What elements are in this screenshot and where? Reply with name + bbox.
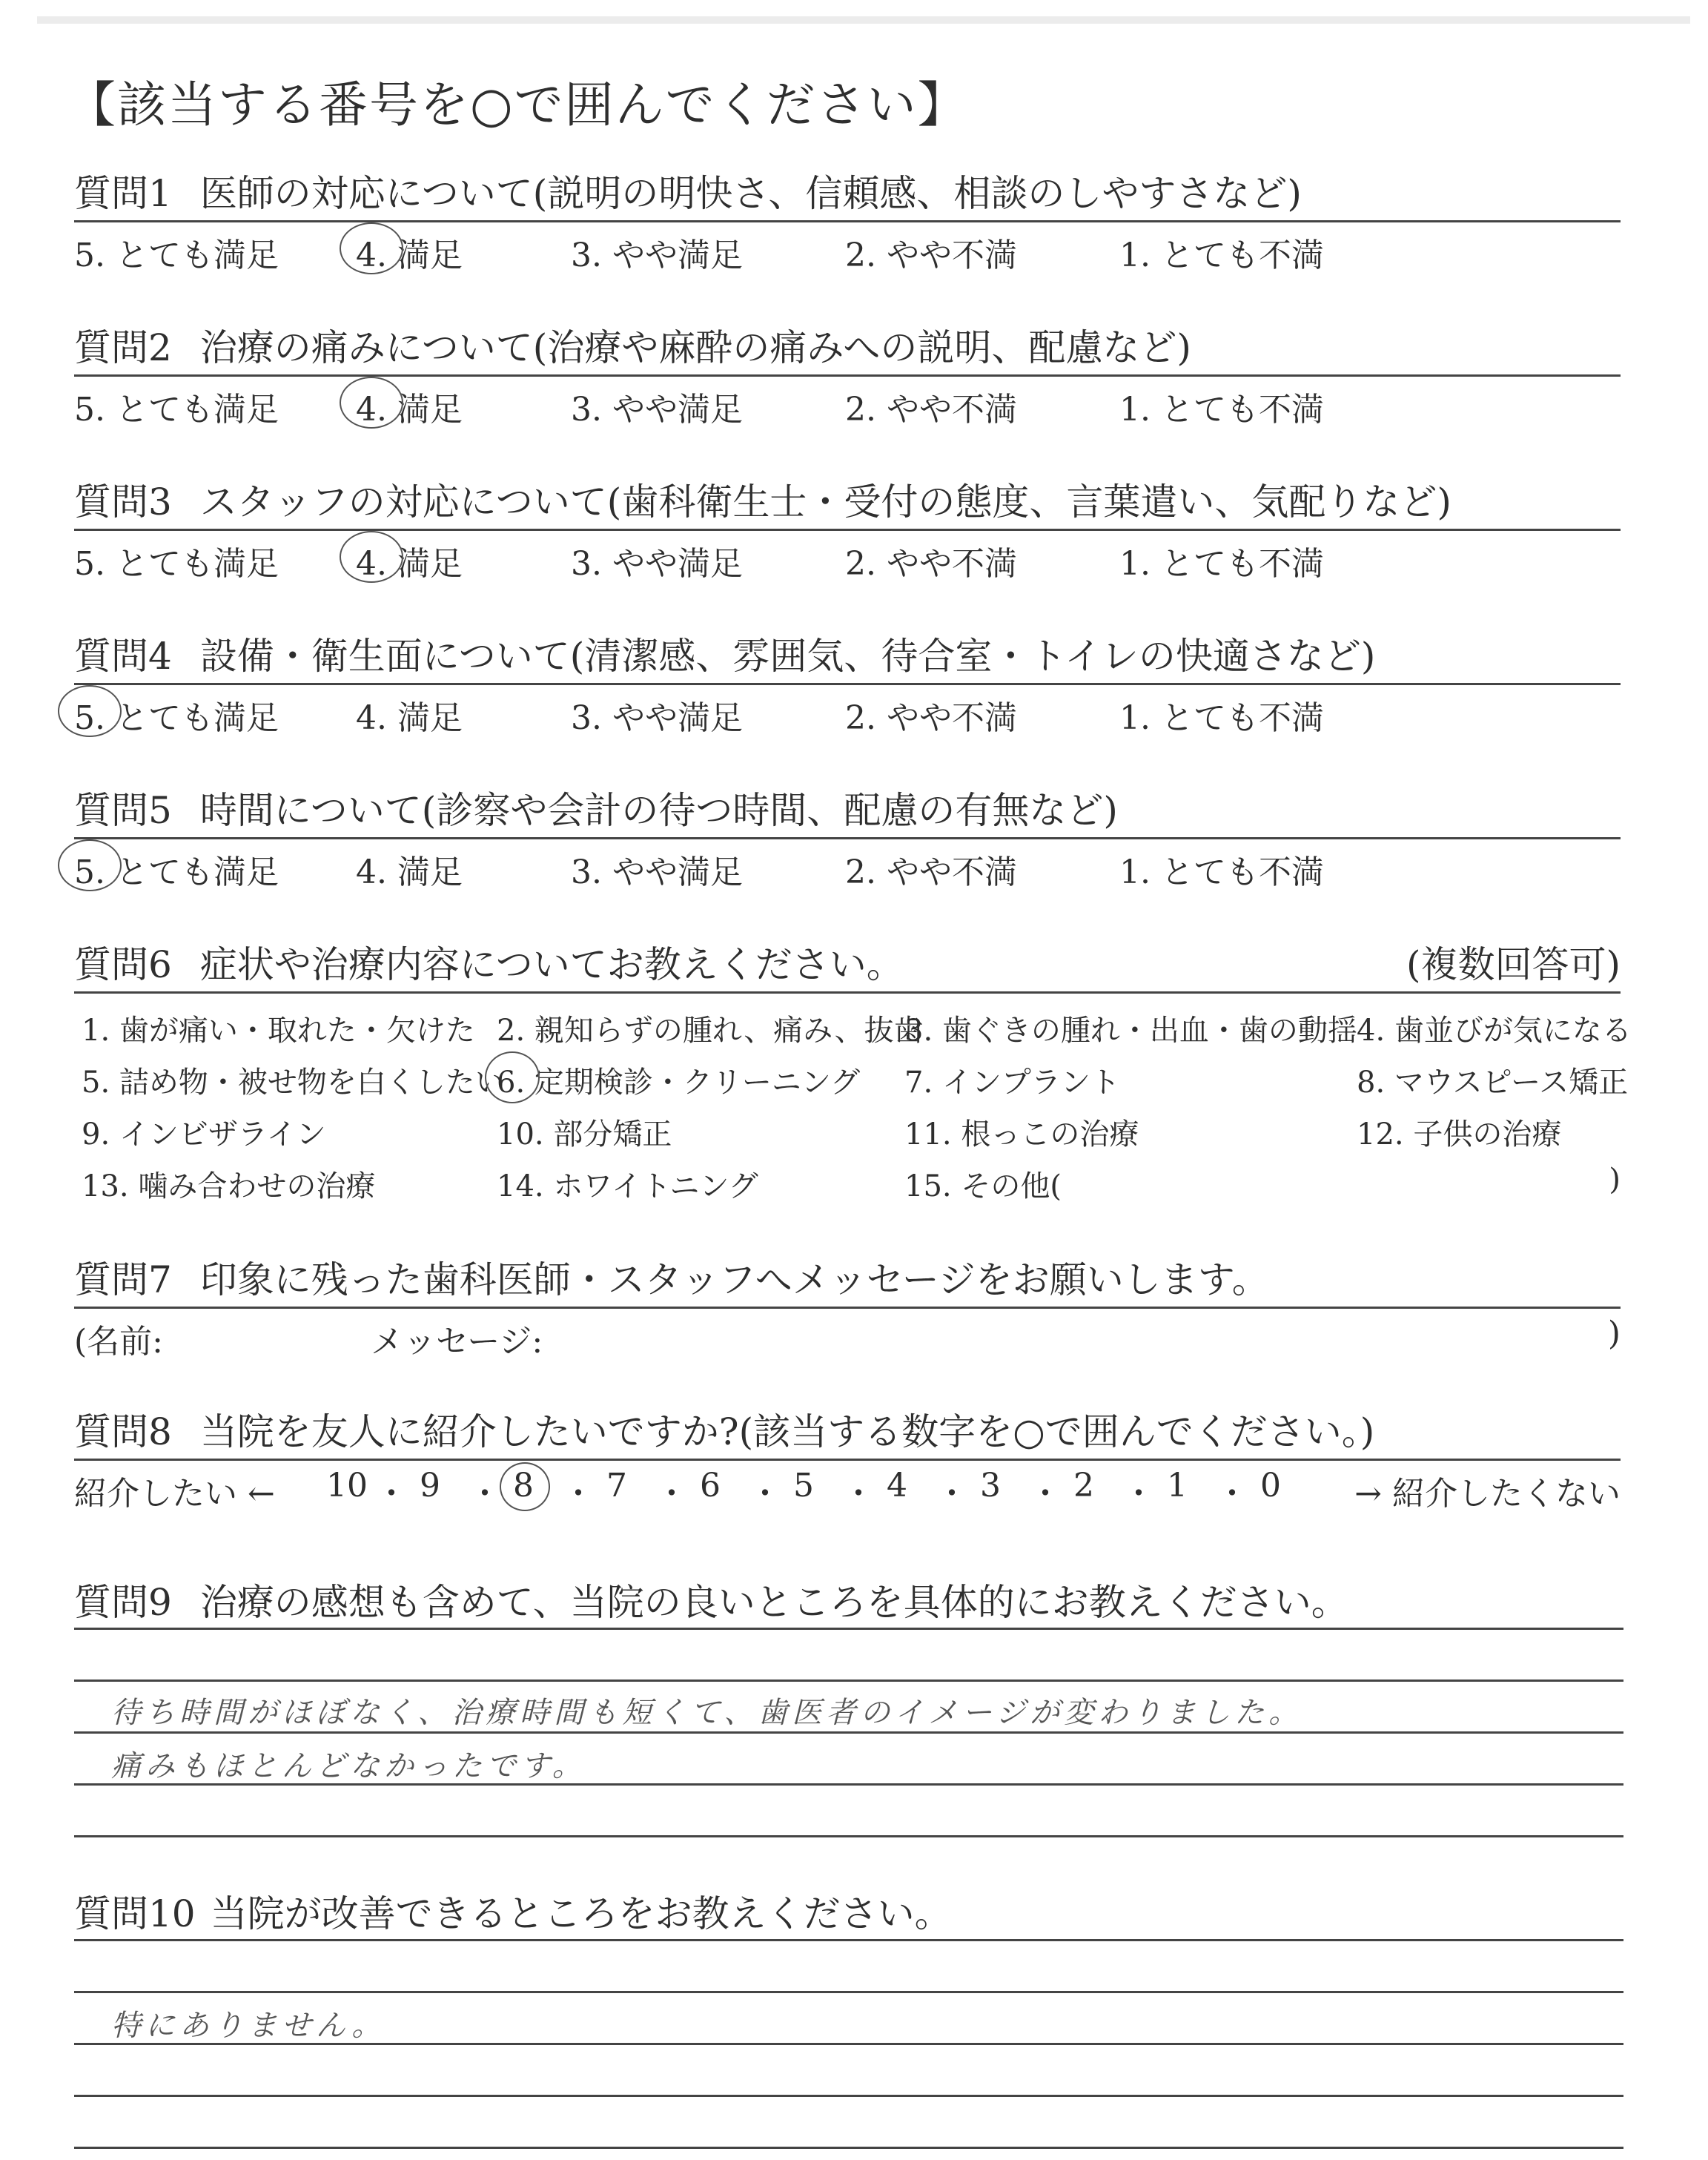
- scale-separator: ・: [1029, 1475, 1062, 1513]
- symptom-option[interactable]: 6. 定期検診・クリーニング: [497, 1066, 861, 1100]
- scale-left-label: 紹介したい ←: [74, 1475, 275, 1513]
- rating-option[interactable]: 5. とても満足: [74, 699, 279, 737]
- scale-value[interactable]: 2: [1073, 1467, 1094, 1505]
- question-text: 印象に残った歯科医師・スタッフへメッセージをお願いします。: [199, 1258, 1269, 1301]
- scale-separator: ・: [375, 1475, 408, 1513]
- rating-option[interactable]: 5. とても満足: [74, 391, 279, 429]
- symptom-option[interactable]: 12. 子供の治療: [1357, 1117, 1562, 1152]
- question-text: 治療の感想も含めて、当院の良いところを具体的にお教えください。: [199, 1581, 1348, 1624]
- multi-answer-note: (複数回答可): [1406, 943, 1621, 986]
- scale-separator: ・: [655, 1475, 688, 1513]
- scale-value[interactable]: 9: [420, 1467, 440, 1505]
- rating-option[interactable]: 2. やや不満: [845, 391, 1017, 429]
- question-1: [74, 167, 1621, 280]
- rating-options: [74, 222, 1621, 280]
- recommend-scale: [74, 1461, 1621, 1520]
- message-field-label: メッセージ:: [371, 1323, 543, 1361]
- symptom-option[interactable]: 5. 詰め物・被せ物を白くしたい: [82, 1066, 505, 1100]
- question-text: 設備・衛生面について(清潔感、雰囲気、待合室・トイレの快適さなど): [199, 635, 1376, 678]
- answer-line: [74, 1731, 1623, 1734]
- scale-value[interactable]: 6: [700, 1467, 721, 1505]
- rating-option[interactable]: 3. やや満足: [571, 545, 743, 583]
- rating-options: [74, 377, 1621, 435]
- rating-option[interactable]: 1. とても不満: [1119, 391, 1324, 429]
- question-8-title: [74, 1405, 1621, 1459]
- question-text: 当院が改善できるところをお教えください。: [210, 1892, 952, 1935]
- rating-option[interactable]: 1. とても不満: [1119, 853, 1324, 891]
- answer-line: [74, 1991, 1623, 1993]
- scale-value[interactable]: 4: [887, 1467, 907, 1505]
- instruction-heading: 【該当する番号を○で囲んでください】: [67, 76, 968, 133]
- question-text: 医師の対応について(説明の明快さ、信頼感、相談のしやすさなど): [199, 172, 1302, 215]
- scale-separator: ・: [749, 1475, 781, 1513]
- scale-value[interactable]: 10: [326, 1467, 368, 1505]
- rating-option[interactable]: 1. とても不満: [1119, 545, 1324, 583]
- q6-options-grid: [74, 994, 1632, 1209]
- answer-line: [74, 2095, 1623, 2097]
- rating-option[interactable]: 4. 満足: [356, 237, 463, 274]
- question-text: スタッフの対応について(歯科衛生士・受付の態度、言葉遣い、気配りなど): [199, 480, 1452, 524]
- scale-value[interactable]: 7: [606, 1467, 627, 1505]
- symptom-option[interactable]: 8. マウスピース矯正: [1357, 1066, 1629, 1100]
- question-number: 質問9: [74, 1581, 172, 1624]
- scale-value[interactable]: 8: [513, 1467, 534, 1505]
- question-number: 質問4: [74, 635, 172, 678]
- question-4: [74, 630, 1621, 743]
- answer-line: [74, 2147, 1623, 2149]
- symptom-option[interactable]: 1. 歯が痛い・取れた・欠けた: [82, 1014, 475, 1048]
- rating-option[interactable]: 5. とても満足: [74, 237, 279, 274]
- question-9-title: [74, 1576, 1621, 1629]
- question-3: [74, 475, 1621, 589]
- question-10-title: [74, 1887, 1621, 1941]
- answer-line: [74, 1680, 1623, 1682]
- rating-options: [74, 685, 1621, 743]
- rating-option[interactable]: 3. やや満足: [571, 853, 743, 891]
- question-6: [74, 938, 1632, 1209]
- symptom-option[interactable]: 3. 歯ぐきの腫れ・出血・歯の動揺: [904, 1014, 1357, 1048]
- question-number: 質問5: [74, 789, 172, 832]
- close-paren: ): [1609, 1163, 1621, 1197]
- question-5-title: [74, 784, 1621, 837]
- symptom-option[interactable]: 10. 部分矯正: [497, 1117, 672, 1152]
- rating-option[interactable]: 2. やや不満: [845, 853, 1017, 891]
- q7-answer-row: [74, 1309, 1621, 1361]
- scale-separator: ・: [936, 1475, 968, 1513]
- rating-option[interactable]: 4. 満足: [356, 699, 463, 737]
- scale-value[interactable]: 1: [1167, 1467, 1188, 1505]
- scale-right-label: → 紹介したくない: [1354, 1475, 1621, 1513]
- question-text: 時間について(診察や会計の待つ時間、配慮の有無など): [199, 789, 1118, 832]
- rating-option[interactable]: 4. 満足: [356, 391, 463, 429]
- question-5: [74, 784, 1621, 897]
- question-10: [74, 1887, 1621, 1941]
- question-7: [74, 1253, 1621, 1361]
- scale-value[interactable]: 5: [793, 1467, 814, 1505]
- question-text: 当院を友人に紹介したいですか?(該当する数字を○で囲んでください。): [199, 1410, 1375, 1453]
- answer-line: [74, 1628, 1623, 1630]
- rating-option[interactable]: 3. やや満足: [571, 391, 743, 429]
- handwritten-answer-line: 痛みもほとんどなかったです。: [111, 1749, 586, 1783]
- rating-option[interactable]: 4. 満足: [356, 545, 463, 583]
- question-6-title: [74, 938, 1621, 991]
- top-border: [37, 16, 1690, 24]
- question-number: 質問3: [74, 480, 172, 524]
- rating-option[interactable]: 2. やや不満: [845, 699, 1017, 737]
- question-number: 質問1: [74, 172, 172, 215]
- handwritten-answer-line: 待ち時間がほぼなく、治療時間も短くて、歯医者のイメージが変わりました。: [111, 1696, 1303, 1730]
- rating-option[interactable]: 5. とても満足: [74, 545, 279, 583]
- answer-line: [74, 1835, 1623, 1837]
- question-text: 治療の痛みについて(治療や麻酔の痛みへの説明、配慮など): [199, 326, 1191, 369]
- question-9: [74, 1576, 1621, 1629]
- scale-value[interactable]: 0: [1260, 1467, 1281, 1505]
- symptom-option[interactable]: 15. その他(: [904, 1169, 1062, 1203]
- scale-value[interactable]: 3: [980, 1467, 1001, 1505]
- name-field-label: (名前:: [74, 1323, 163, 1361]
- scale-separator: ・: [1216, 1475, 1248, 1513]
- question-number: 質問7: [74, 1258, 172, 1301]
- symptom-option[interactable]: 11. 根っこの治療: [904, 1117, 1139, 1152]
- rating-option[interactable]: 3. やや満足: [571, 699, 743, 737]
- symptom-option[interactable]: 13. 噛み合わせの治療: [82, 1169, 376, 1203]
- close-paren: ): [1607, 1315, 1621, 1353]
- rating-options: [74, 531, 1621, 589]
- symptom-option[interactable]: 7. インプラント: [904, 1066, 1120, 1100]
- question-number: 質問10: [74, 1892, 196, 1935]
- rating-option[interactable]: 4. 満足: [356, 853, 463, 891]
- scale-separator: ・: [562, 1475, 595, 1513]
- symptom-option[interactable]: 4. 歯並びが気になる: [1357, 1014, 1632, 1048]
- symptom-option[interactable]: 14. ホワイトニング: [497, 1169, 758, 1203]
- handwritten-answer-line: 特にありません。: [111, 2009, 386, 2043]
- scale-separator: ・: [842, 1475, 875, 1513]
- question-4-title: [74, 630, 1621, 683]
- question-text: 症状や治療内容についてお教えください。: [199, 943, 904, 986]
- rating-options: [74, 839, 1621, 897]
- rating-option[interactable]: 1. とても不満: [1119, 699, 1324, 737]
- answer-line: [74, 1939, 1623, 1941]
- rating-option[interactable]: 1. とても不満: [1119, 237, 1324, 274]
- rating-option[interactable]: 3. やや満足: [571, 237, 743, 274]
- question-number: 質問2: [74, 326, 172, 369]
- rating-option[interactable]: 2. やや不満: [845, 237, 1017, 274]
- question-2: [74, 321, 1621, 435]
- question-2-title: [74, 321, 1621, 374]
- question-3-title: [74, 475, 1621, 529]
- question-1-title: [74, 167, 1621, 220]
- question-8: [74, 1405, 1621, 1520]
- rating-option[interactable]: 2. やや不満: [845, 545, 1017, 583]
- scale-separator: ・: [469, 1475, 501, 1513]
- scale-separator: ・: [1122, 1475, 1155, 1513]
- rating-option[interactable]: 5. とても満足: [74, 853, 279, 891]
- question-7-title: [74, 1253, 1621, 1307]
- question-number: 質問8: [74, 1410, 172, 1453]
- question-number: 質問6: [74, 943, 172, 986]
- symptom-option[interactable]: 2. 親知らずの腫れ、痛み、抜歯: [497, 1014, 924, 1048]
- symptom-option[interactable]: 9. インビザライン: [82, 1117, 326, 1152]
